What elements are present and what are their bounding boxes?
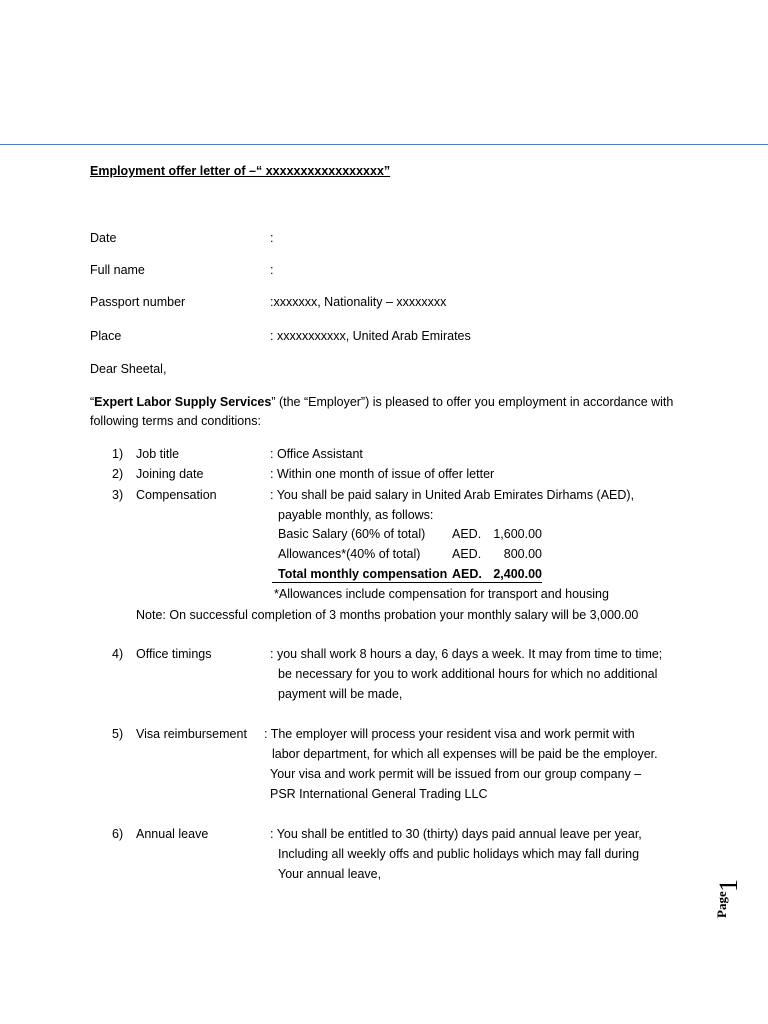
annual-leave-line-3: Your annual leave, <box>278 867 382 881</box>
compensation-line-1: : You shall be paid salary in United Arab Emirates Dirhams (AED), <box>270 488 635 502</box>
page-word: Page <box>714 891 729 918</box>
passport-number-label: Passport number <box>90 295 186 309</box>
basic-salary-currency: AED. <box>452 527 482 541</box>
allowances-label: Allowances*(40% of total) <box>278 547 421 561</box>
header-rule <box>0 144 768 145</box>
item-number: 3) <box>112 488 124 502</box>
item-number: 4) <box>112 647 124 661</box>
job-title-label: Job title <box>136 447 180 461</box>
visa-line-4: PSR International General Trading LLC <box>270 787 488 801</box>
page-number <box>714 870 744 920</box>
date-label: Date <box>90 231 117 245</box>
joining-date-value: : Within one month of issue of offer letter <box>270 467 495 481</box>
joining-date-label: Joining date <box>136 467 204 481</box>
compensation-line-2: payable monthly, as follows: <box>278 508 434 522</box>
date-value: : <box>270 231 274 245</box>
intro-line-2: following terms and conditions: <box>90 414 261 428</box>
annual-leave-line-1: : You shall be entitled to 30 (thirty) days paid annual leave per year, <box>270 827 642 841</box>
probation-note: Note: On successful completion of 3 months probation your monthly salary will be 3,000.00 <box>136 608 639 622</box>
page-number-value: 1 <box>714 879 743 892</box>
total-compensation-amount: 2,400.00 <box>493 567 542 581</box>
compensation-label: Compensation <box>136 488 217 502</box>
total-compensation-currency: AED. <box>452 567 482 581</box>
item-number: 6) <box>112 827 124 841</box>
basic-salary-label: Basic Salary (60% of total) <box>278 527 426 541</box>
passport-number-value: :xxxxxxx, Nationality – xxxxxxxx <box>270 295 447 309</box>
intro-line-1 <box>90 394 673 410</box>
allowances-amount: 800.00 <box>503 547 542 561</box>
letter-title: Employment offer letter of –“ xxxxxxxxxxxxxxxxx” <box>90 164 391 178</box>
salutation: Dear Sheetal, <box>90 362 167 376</box>
intro-open-quote: “ <box>90 395 95 409</box>
total-compensation-label: Total monthly compensation <box>278 567 448 581</box>
office-timings-line-1: : you shall work 8 hours a day, 6 days a week. It may from time to time; <box>270 647 663 661</box>
item-number: 1) <box>112 447 124 461</box>
place-value: : xxxxxxxxxxx, United Arab Emirates <box>270 329 471 343</box>
intro-rest: ” (the “Employer”) is pleased to offer you employment in accordance with <box>271 395 674 409</box>
full-name-label: Full name <box>90 263 145 277</box>
allowances-currency: AED. <box>452 547 482 561</box>
allowances-footnote: *Allowances include compensation for transport and housing <box>274 587 609 601</box>
visa-line-3: Your visa and work permit will be issued from our group company – <box>270 767 642 781</box>
place-label: Place <box>90 329 122 343</box>
item-number: 2) <box>112 467 124 481</box>
employer-name: Expert Labor Supply Services <box>94 395 272 409</box>
total-compensation-row <box>272 566 542 583</box>
item-number: 5) <box>112 727 124 741</box>
office-timings-label: Office timings <box>136 647 212 661</box>
full-name-value: : <box>270 263 274 277</box>
annual-leave-line-2: Including all weekly offs and public holidays which may fall during <box>278 847 640 861</box>
basic-salary-amount: 1,600.00 <box>493 527 542 541</box>
visa-line-1: : The employer will process your resident visa and work permit with <box>264 727 635 741</box>
job-title-value: : Office Assistant <box>270 447 363 461</box>
annual-leave-label: Annual leave <box>136 827 209 841</box>
office-timings-line-3: payment will be made, <box>278 687 403 701</box>
office-timings-line-2: be necessary for you to work additional hours for which no additional <box>278 667 658 681</box>
visa-reimbursement-label: Visa reimbursement <box>136 727 247 741</box>
visa-line-2: labor department, for which all expenses will be paid be the employer. <box>272 747 658 761</box>
